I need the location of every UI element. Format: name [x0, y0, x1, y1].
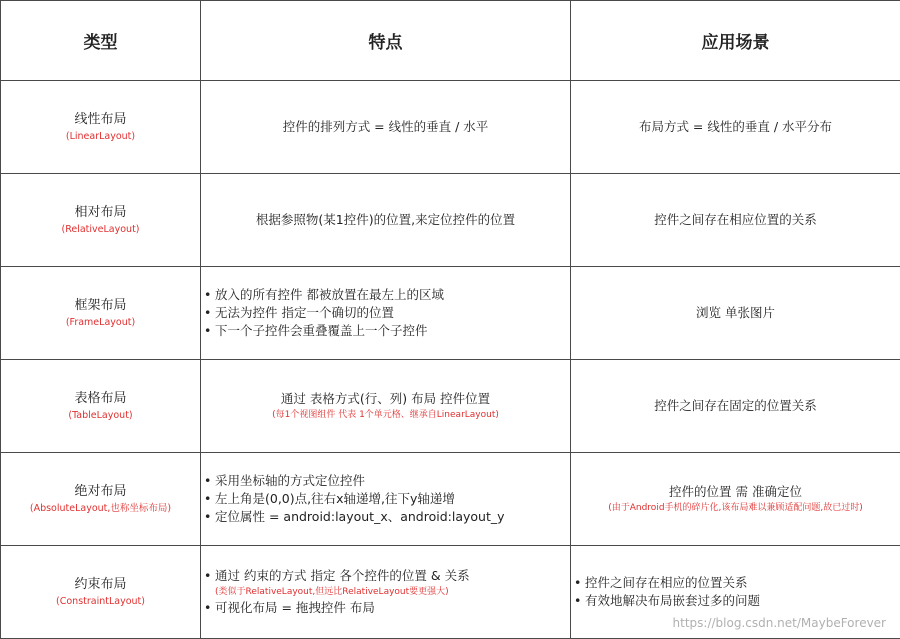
feature-note: (类似于RelativeLayout,但远比RelativeLayout要更强大) [203, 585, 570, 599]
list-item: • 采用坐标轴的方式定位控件 [203, 472, 570, 490]
scene-cell: 浏览 单张图片 [571, 267, 900, 360]
type-en: (RelativeLayout) [1, 223, 200, 237]
list-item: • 控件之间存在相应的位置关系 [573, 574, 900, 592]
scene-note: (由于Android手机的碎片化,该布局难以兼顾适配问题,故已过时) [571, 501, 900, 515]
scene-cell [571, 453, 900, 546]
scene-cell: 布局方式 = 线性的垂直 / 水平分布 [571, 81, 900, 174]
list-item: • 无法为控件 指定一个确切的位置 [203, 304, 570, 322]
watermark: https://blog.csdn.net/MaybeForever [673, 616, 886, 630]
type-cell [1, 267, 201, 360]
feature-list [201, 286, 570, 340]
feature-cell [201, 360, 571, 453]
type-en: (ConstraintLayout) [1, 595, 200, 609]
scene-cell: 控件之间存在固定的位置关系 [571, 360, 900, 453]
feature-text: 通过 表格方式(行、列) 布局 控件位置 [201, 390, 570, 408]
feature-cell [201, 546, 571, 639]
type-en: (AbsoluteLayout,也称坐标布局) [1, 502, 200, 516]
list-item: • 下一个子控件会重叠覆盖上一个子控件 [203, 322, 570, 340]
table-row [1, 174, 900, 267]
feature-list [201, 567, 570, 617]
feature-cell [201, 267, 571, 360]
type-cell [1, 453, 201, 546]
list-item: • 通过 约束的方式 指定 各个控件的位置 & 关系 [203, 567, 570, 585]
scene-cell: 控件之间存在相应位置的关系 [571, 174, 900, 267]
scene-list [571, 574, 900, 610]
feature-list [201, 472, 570, 526]
list-item: • 定位属性 = android:layout_x、android:layout_y [203, 508, 570, 526]
header-scene: 应用场景 [571, 1, 900, 81]
list-item: • 有效地解决布局嵌套过多的问题 [573, 592, 900, 610]
type-en: (FrameLayout) [1, 316, 200, 330]
list-item: • 放入的所有控件 都被放置在最左上的区域 [203, 286, 570, 304]
feature-cell [201, 453, 571, 546]
header-feature: 特点 [201, 1, 571, 81]
feature-cell: 根据参照物(某1控件)的位置,来定位控件的位置 [201, 174, 571, 267]
type-name: 绝对布局 [1, 482, 200, 502]
type-cell [1, 81, 201, 174]
type-name: 框架布局 [1, 296, 200, 316]
table-row [1, 267, 900, 360]
table-row [1, 360, 900, 453]
type-cell [1, 174, 201, 267]
table-row [1, 81, 900, 174]
type-cell [1, 546, 201, 639]
type-name: 表格布局 [1, 389, 200, 409]
feature-note: (每1个视图组件 代表 1个单元格、继承自LinearLayout) [201, 408, 570, 422]
type-cell [1, 360, 201, 453]
list-item: • 可视化布局 = 拖拽控件 布局 [203, 599, 570, 617]
type-name: 线性布局 [1, 110, 200, 130]
feature-cell: 控件的排列方式 = 线性的垂直 / 水平 [201, 81, 571, 174]
header-type: 类型 [1, 1, 201, 81]
type-name: 相对布局 [1, 203, 200, 223]
list-item: • 左上角是(0,0)点,往右x轴递增,往下y轴递增 [203, 490, 570, 508]
header-row [1, 1, 900, 81]
type-en: (TableLayout) [1, 409, 200, 423]
table-row [1, 453, 900, 546]
type-name: 约束布局 [1, 575, 200, 595]
scene-text: 控件的位置 需 准确定位 [571, 483, 900, 501]
type-en: (LinearLayout) [1, 130, 200, 144]
